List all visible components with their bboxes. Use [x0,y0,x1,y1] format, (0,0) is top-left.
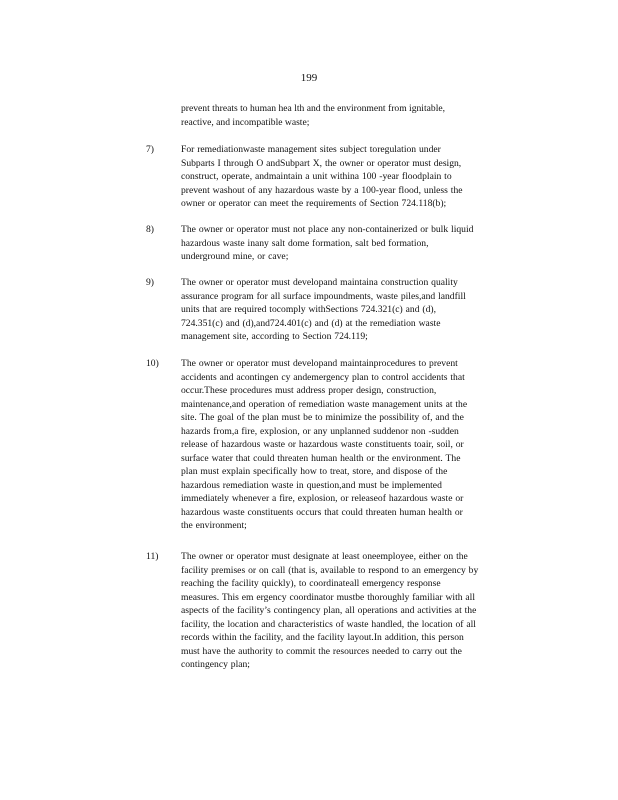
text-line: underground mine, or cave; [181,251,289,262]
item-text [181,357,531,533]
text-line: maintenance,and operation of remediation waste management units at the [181,398,468,410]
text-line: reactive, and incompatible waste; [181,116,310,128]
text-line: must have the authority to commit the resources needed to carry out the [181,645,462,657]
text-line: The owner or operator must not place any non-containerized or bulk liquid [181,224,474,235]
item-text [181,223,531,264]
text-line: aspects of the facility’s contingency plan, all operations and activities at the [181,605,477,616]
text-line: construct, operate, andmaintain a unit withina 100 -year floodplain to [181,171,452,182]
text-line: site. The goal of the plan must be to minimize the possibility of, and the [181,412,464,423]
item-text [181,276,531,344]
item-text [181,550,531,672]
text-line: accidents and acontingen cy andemergency plan to control accidents that [181,371,465,383]
text-line: hazardous remediation waste in question,and must be implemented [181,479,442,491]
text-line: management site, according to Section 724.119; [181,331,368,342]
text-line: 724.351(c) and (d),and724.401(c) and (d) at the remediation waste [181,317,441,329]
text-line: prevent threats to human hea lth and the environment from ignitable, [181,103,446,114]
text-line: For remediationwaste management sites subject toregulation under [181,144,441,155]
intro-paragraph [181,102,531,129]
text-line: owner or operator can meet the requirements of Section 724.118(b); [181,198,447,209]
item-number: 8) [146,224,154,235]
text-line: hazardous waste inany salt dome formation, salt bed formation, [181,237,429,249]
item-text [181,143,531,211]
text-line: surface water that could threaten human health or the environment. The [181,452,461,464]
item-number: 9) [146,277,154,288]
item-number: 11) [146,551,159,562]
text-line: immediately whenever a fire, explosion, or releaseof hazardous waste or [181,493,464,504]
text-line: The owner or operator must developand maintainprocedures to prevent [181,358,458,369]
text-line: assurance program for all surface impoundments, waste piles,and landfill [181,290,466,302]
text-line: occur.These procedures must address proper design, construction, [181,385,437,396]
item-number: 7) [146,144,154,155]
text-line: hazardous waste constituents occurs that could threaten human health or [181,506,463,518]
text-line: contingency plan; [181,659,250,670]
text-line: records within the facility, and the facility layout.In addition, this person [181,632,464,643]
page-number: 199 [300,72,318,84]
text-line: facility, the location and characteristics of waste handled, the location of all [181,618,476,630]
text-line: plan must explain specifically how to treat, store, and dispose of the [181,466,448,477]
text-line: release of hazardous waste or hazardous waste constituents toair, soil, or [181,439,464,450]
text-line: reaching the facility quickly), to coordinateall emergency response [181,578,441,589]
text-line: units that are required tocomply withSections 724.321(c) and (d), [181,304,436,315]
text-line: prevent washout of any hazardous waste by a 100-year flood, unless the [181,184,463,196]
text-line: The owner or operator must developand maintaina construction quality [181,277,458,288]
text-line: hazards from,a fire, explosion, or any unplanned suddenor non -sudden [181,425,459,437]
text-line: Subparts I through O andSubpart X, the owner or operator must design, [181,157,462,169]
text-line: measures. This em ergency coordinator mustbe thoroughly familiar with all [181,591,476,603]
item-number: 10) [146,358,159,369]
text-line: facility premises or on call (that is, available to respond to an emergency by [181,564,479,576]
text-line: The owner or operator must designate at least oneemployee, either on the [181,551,468,562]
text-line: the environment; [181,520,247,531]
